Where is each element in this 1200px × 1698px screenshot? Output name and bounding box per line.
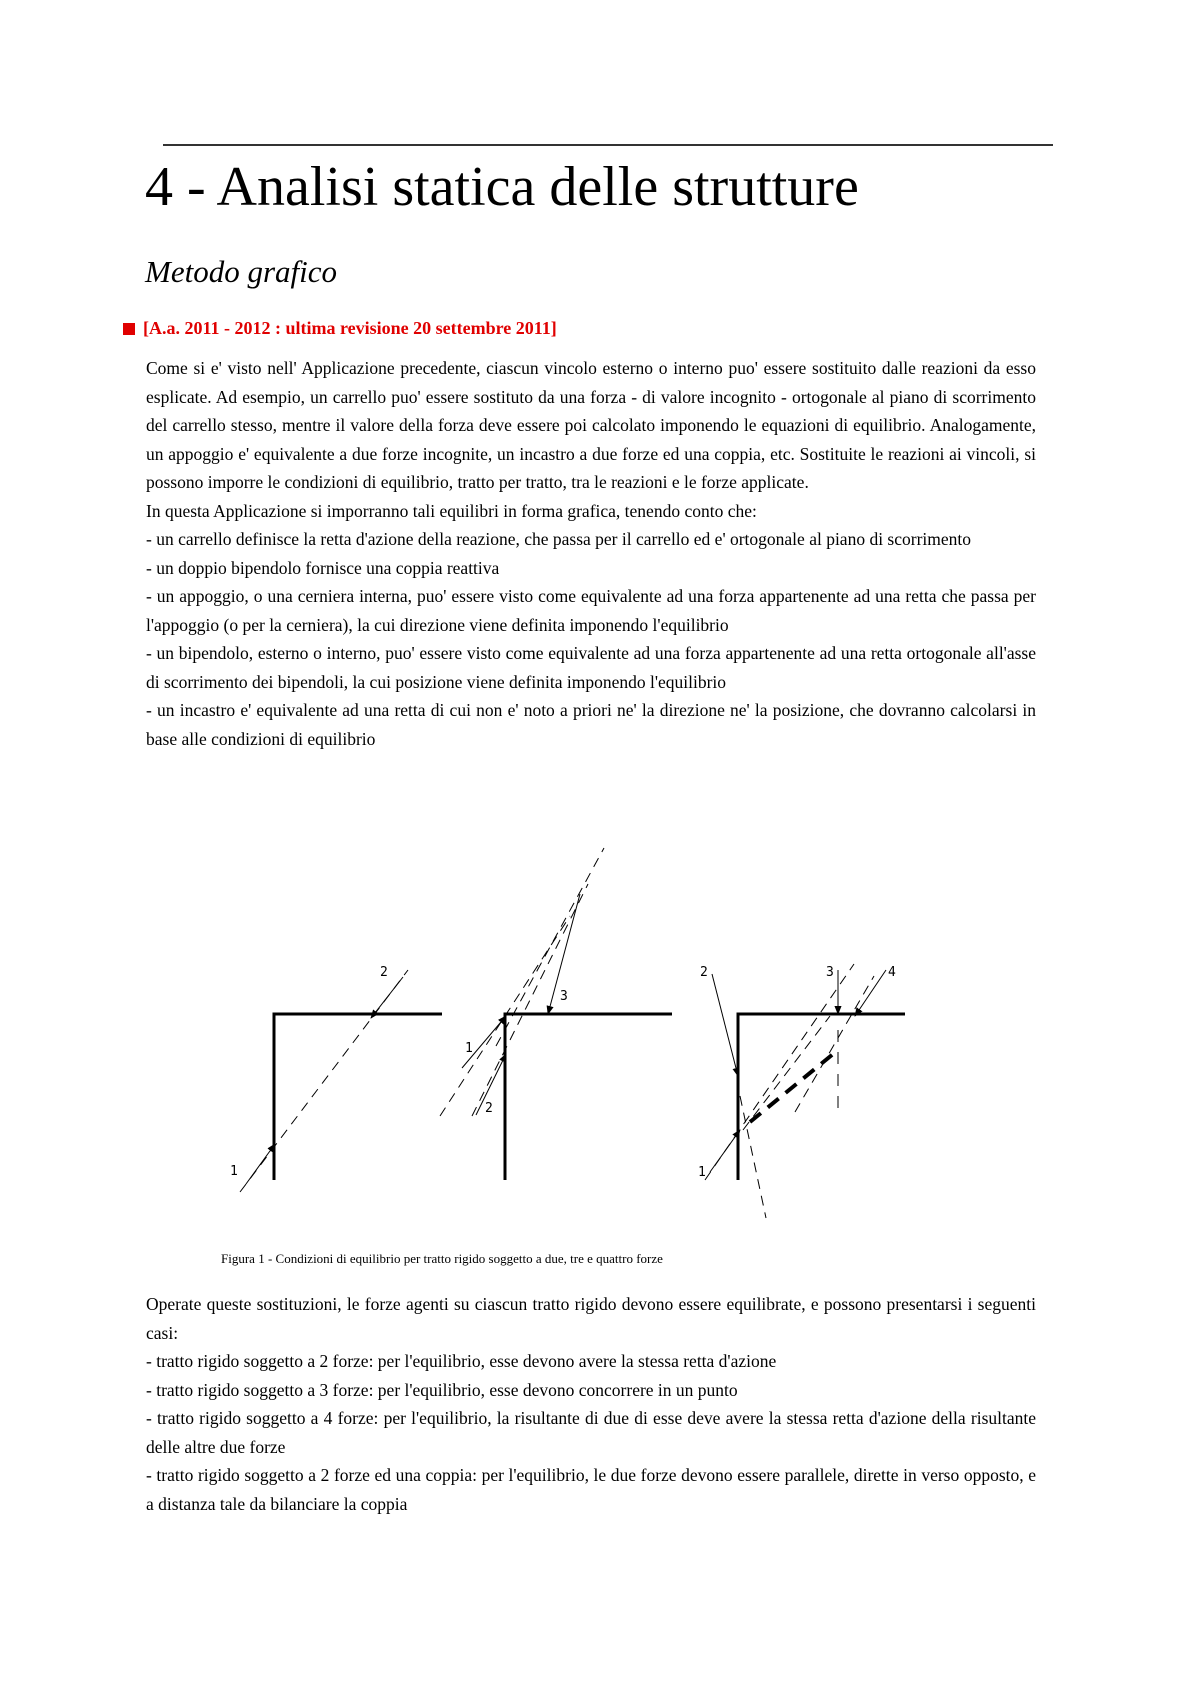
list-item: - un carrello definisce la retta d'azione della reazione, che passa per il carrello ed e' ortogonale al piano di scorrimento [146, 529, 972, 549]
intro-section [146, 354, 1036, 753]
rigid-body [274, 1014, 442, 1180]
rigid-body [505, 1014, 672, 1180]
action-line [795, 976, 874, 1112]
list-item: - un bipendolo, esterno o interno, puo' essere visto come equivalente ad una forza appartenente ad una retta ortogonale all'asse di scorrimento dei bipendoli, la cui posizione viene definita imponendo l'equilibrio [146, 643, 1036, 692]
force-label: 2 [485, 1101, 493, 1116]
force-2-arrow [712, 974, 738, 1076]
list-item: - un doppio bipendolo fornisce una coppia reattiva [146, 557, 500, 578]
top-rule [163, 144, 1053, 146]
list-item: - tratto rigido soggetto a 2 forze: per l'equilibrio, esse devono avere la stessa retta d'azione [146, 1351, 777, 1371]
force-1-arrow [710, 1130, 740, 1172]
intro-paragraph: Come si e' visto nell' Applicazione precedente, ciascun vincolo esterno o interno puo' essere sostituito dalle reazioni da esso esplicate. Ad esempio, un carrello puo' essere sostituto da una forza - di valore incognito - ortogonale al piano di scorrimento del carrello stesso, mentre il valore della forza deve essere poi calcolato imponendo le equazioni di equilibrio. Analogamente, un appoggio e' equivalente a due forze incognite, un incastro a due forze ed una coppia, etc. Sostituite le reazioni ai vincoli, si possono imporre le condizioni di equilibrio, tratto per tratto, tra le reazioni e le forze applicate. [146, 358, 1036, 492]
panel-two-forces [230, 965, 442, 1192]
action-line [496, 848, 604, 1046]
force-4-arrow [855, 970, 886, 1016]
figure-1 [200, 840, 920, 1230]
list-item: - un appoggio, o una cerniera interna, puo' essere visto come equivalente ad una forza appartenente ad una retta che passa per l'appoggio (o per la cerniera), la cui direzione viene definita imponendo l'equilibrio [146, 586, 1036, 635]
action-line [743, 1016, 830, 1130]
force-label: 1 [465, 1041, 473, 1056]
force-label: 3 [560, 989, 568, 1004]
force-label: 2 [700, 965, 708, 980]
red-square-bullet-icon [123, 323, 135, 335]
force-2-arrow [371, 977, 403, 1018]
cases-paragraph: Operate queste sostituzioni, le forze agenti su ciascun tratto rigido devono essere equilibrate, e possono presentarsi i seguenti casi: [146, 1294, 1036, 1343]
list-item: - tratto rigido soggetto a 4 forze: per l'equilibrio, la risultante di due di esse deve avere la stessa retta d'azione della risultante delle altre due forze [146, 1408, 1036, 1457]
action-line [472, 884, 588, 1116]
force-label: 2 [380, 965, 388, 980]
action-line [740, 1096, 766, 1218]
force-1-arrow [246, 1144, 275, 1184]
panel-four-forces [698, 964, 905, 1218]
force-label: 3 [826, 965, 834, 980]
list-item: - un incastro e' equivalente ad una retta di cui non e' noto a priori ne' la direzione ne' la posizione, che dovranno calcolarsi in base alle condizioni di equilibrio [146, 700, 1036, 749]
force-label: 1 [698, 1165, 706, 1180]
rigid-body [738, 1014, 905, 1180]
revision-note [123, 316, 557, 340]
force-label: 4 [888, 965, 896, 980]
resultant-line [750, 1050, 838, 1122]
force-label: 1 [230, 1164, 238, 1179]
list-item: - tratto rigido soggetto a 3 forze: per l'equilibrio, esse devono concorrere in un punto [146, 1379, 738, 1400]
cases-section [146, 1290, 1036, 1518]
list-item: - tratto rigido soggetto a 2 forze ed una coppia: per l'equilibrio, le due forze devono essere parallele, dirette in verso opposto, e a distanza tale da bilanciare la coppia [146, 1465, 1036, 1514]
figure-diagram [200, 840, 920, 1230]
intro-lead: In questa Applicazione si imporranno tali equilibri in forma grafica, tenendo conto che: [146, 500, 757, 521]
panel-three-forces [440, 848, 672, 1180]
page-subtitle: Metodo grafico [145, 254, 337, 289]
page-title: 4 - Analisi statica delle strutture [145, 156, 859, 218]
figure-caption: Figura 1 - Condizioni di equilibrio per tratto rigido soggetto a due, tre e quattro forze [221, 1251, 663, 1266]
revision-text: [A.a. 2011 - 2012 : ultima revisione 20 settembre 2011] [143, 318, 557, 338]
